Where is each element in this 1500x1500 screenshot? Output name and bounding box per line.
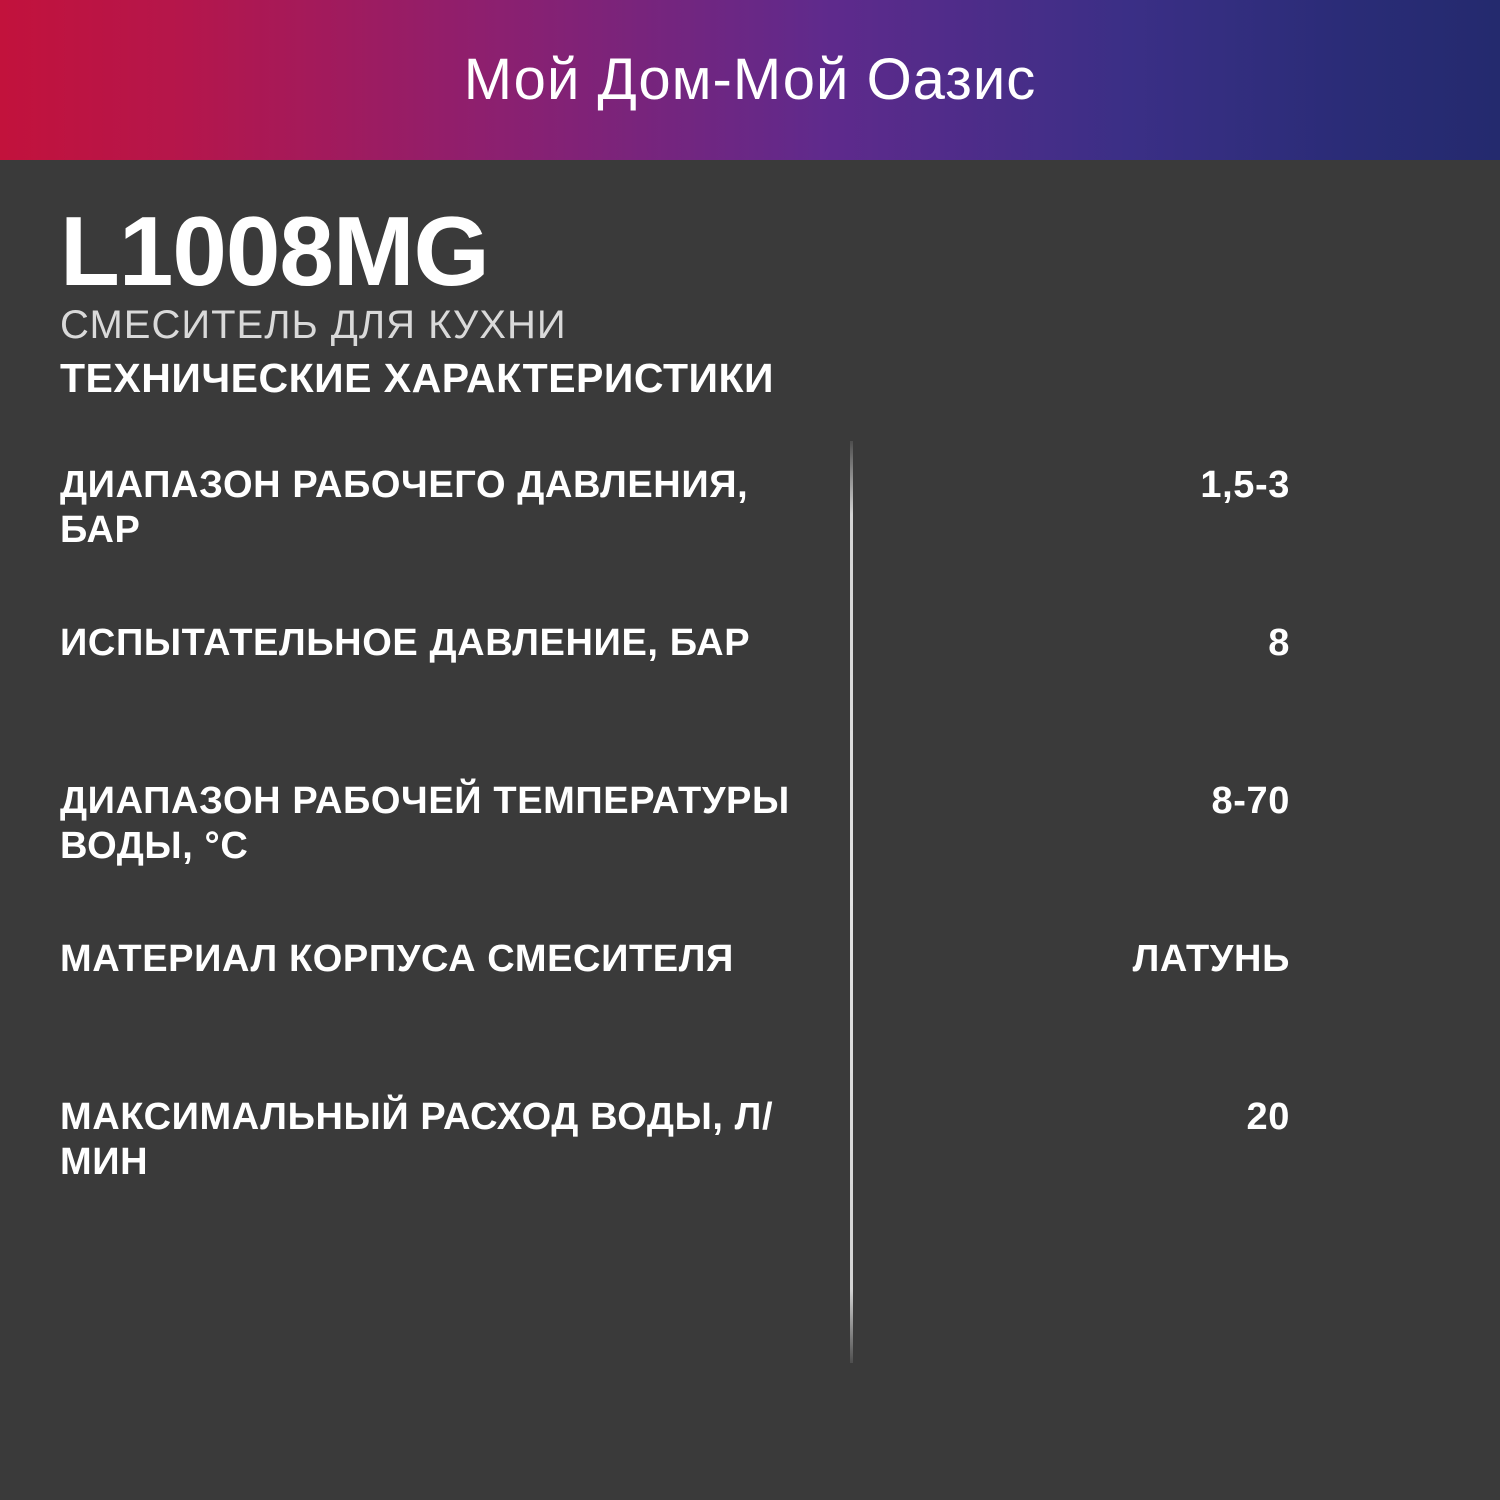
table-row [60, 937, 1350, 1033]
brand-banner [0, 0, 1500, 160]
section-title: ТЕХНИЧЕСКИЕ ХАРАКТЕРИСТИКИ [60, 355, 774, 401]
table-row [60, 1095, 1350, 1191]
product-subtitle: СМЕСИТЕЛЬ ДЛЯ КУХНИ [60, 303, 567, 347]
spec-value: 8-70 [1211, 780, 1290, 823]
table-row [60, 779, 1350, 875]
spec-label: ДИАПАЗОН РАБОЧЕЙ ТЕМПЕРАТУРЫ ВОДЫ, °C [60, 780, 790, 868]
spec-value: 8 [1268, 622, 1290, 665]
product-model: L1008MG [60, 196, 489, 306]
column-divider [850, 441, 853, 1363]
brand-title: Мой Дом-Мой Оазис [463, 47, 1037, 112]
specifications-table [60, 463, 1350, 1191]
spec-label: МАКСИМАЛЬНЫЙ РАСХОД ВОДЫ, Л/МИН [60, 1096, 774, 1184]
spec-label: ДИАПАЗОН РАБОЧЕГО ДАВЛЕНИЯ, БАР [60, 464, 749, 552]
table-row [60, 621, 1350, 717]
spec-value: ЛАТУНЬ [1132, 938, 1290, 981]
spec-value: 20 [1246, 1096, 1290, 1139]
spec-label: ИСПЫТАТЕЛЬНОЕ ДАВЛЕНИЕ, БАР [60, 622, 751, 665]
content-area [0, 160, 1500, 1191]
spec-value: 1,5-3 [1200, 464, 1290, 507]
spec-label: МАТЕРИАЛ КОРПУСА СМЕСИТЕЛЯ [60, 938, 734, 981]
table-row [60, 463, 1350, 559]
